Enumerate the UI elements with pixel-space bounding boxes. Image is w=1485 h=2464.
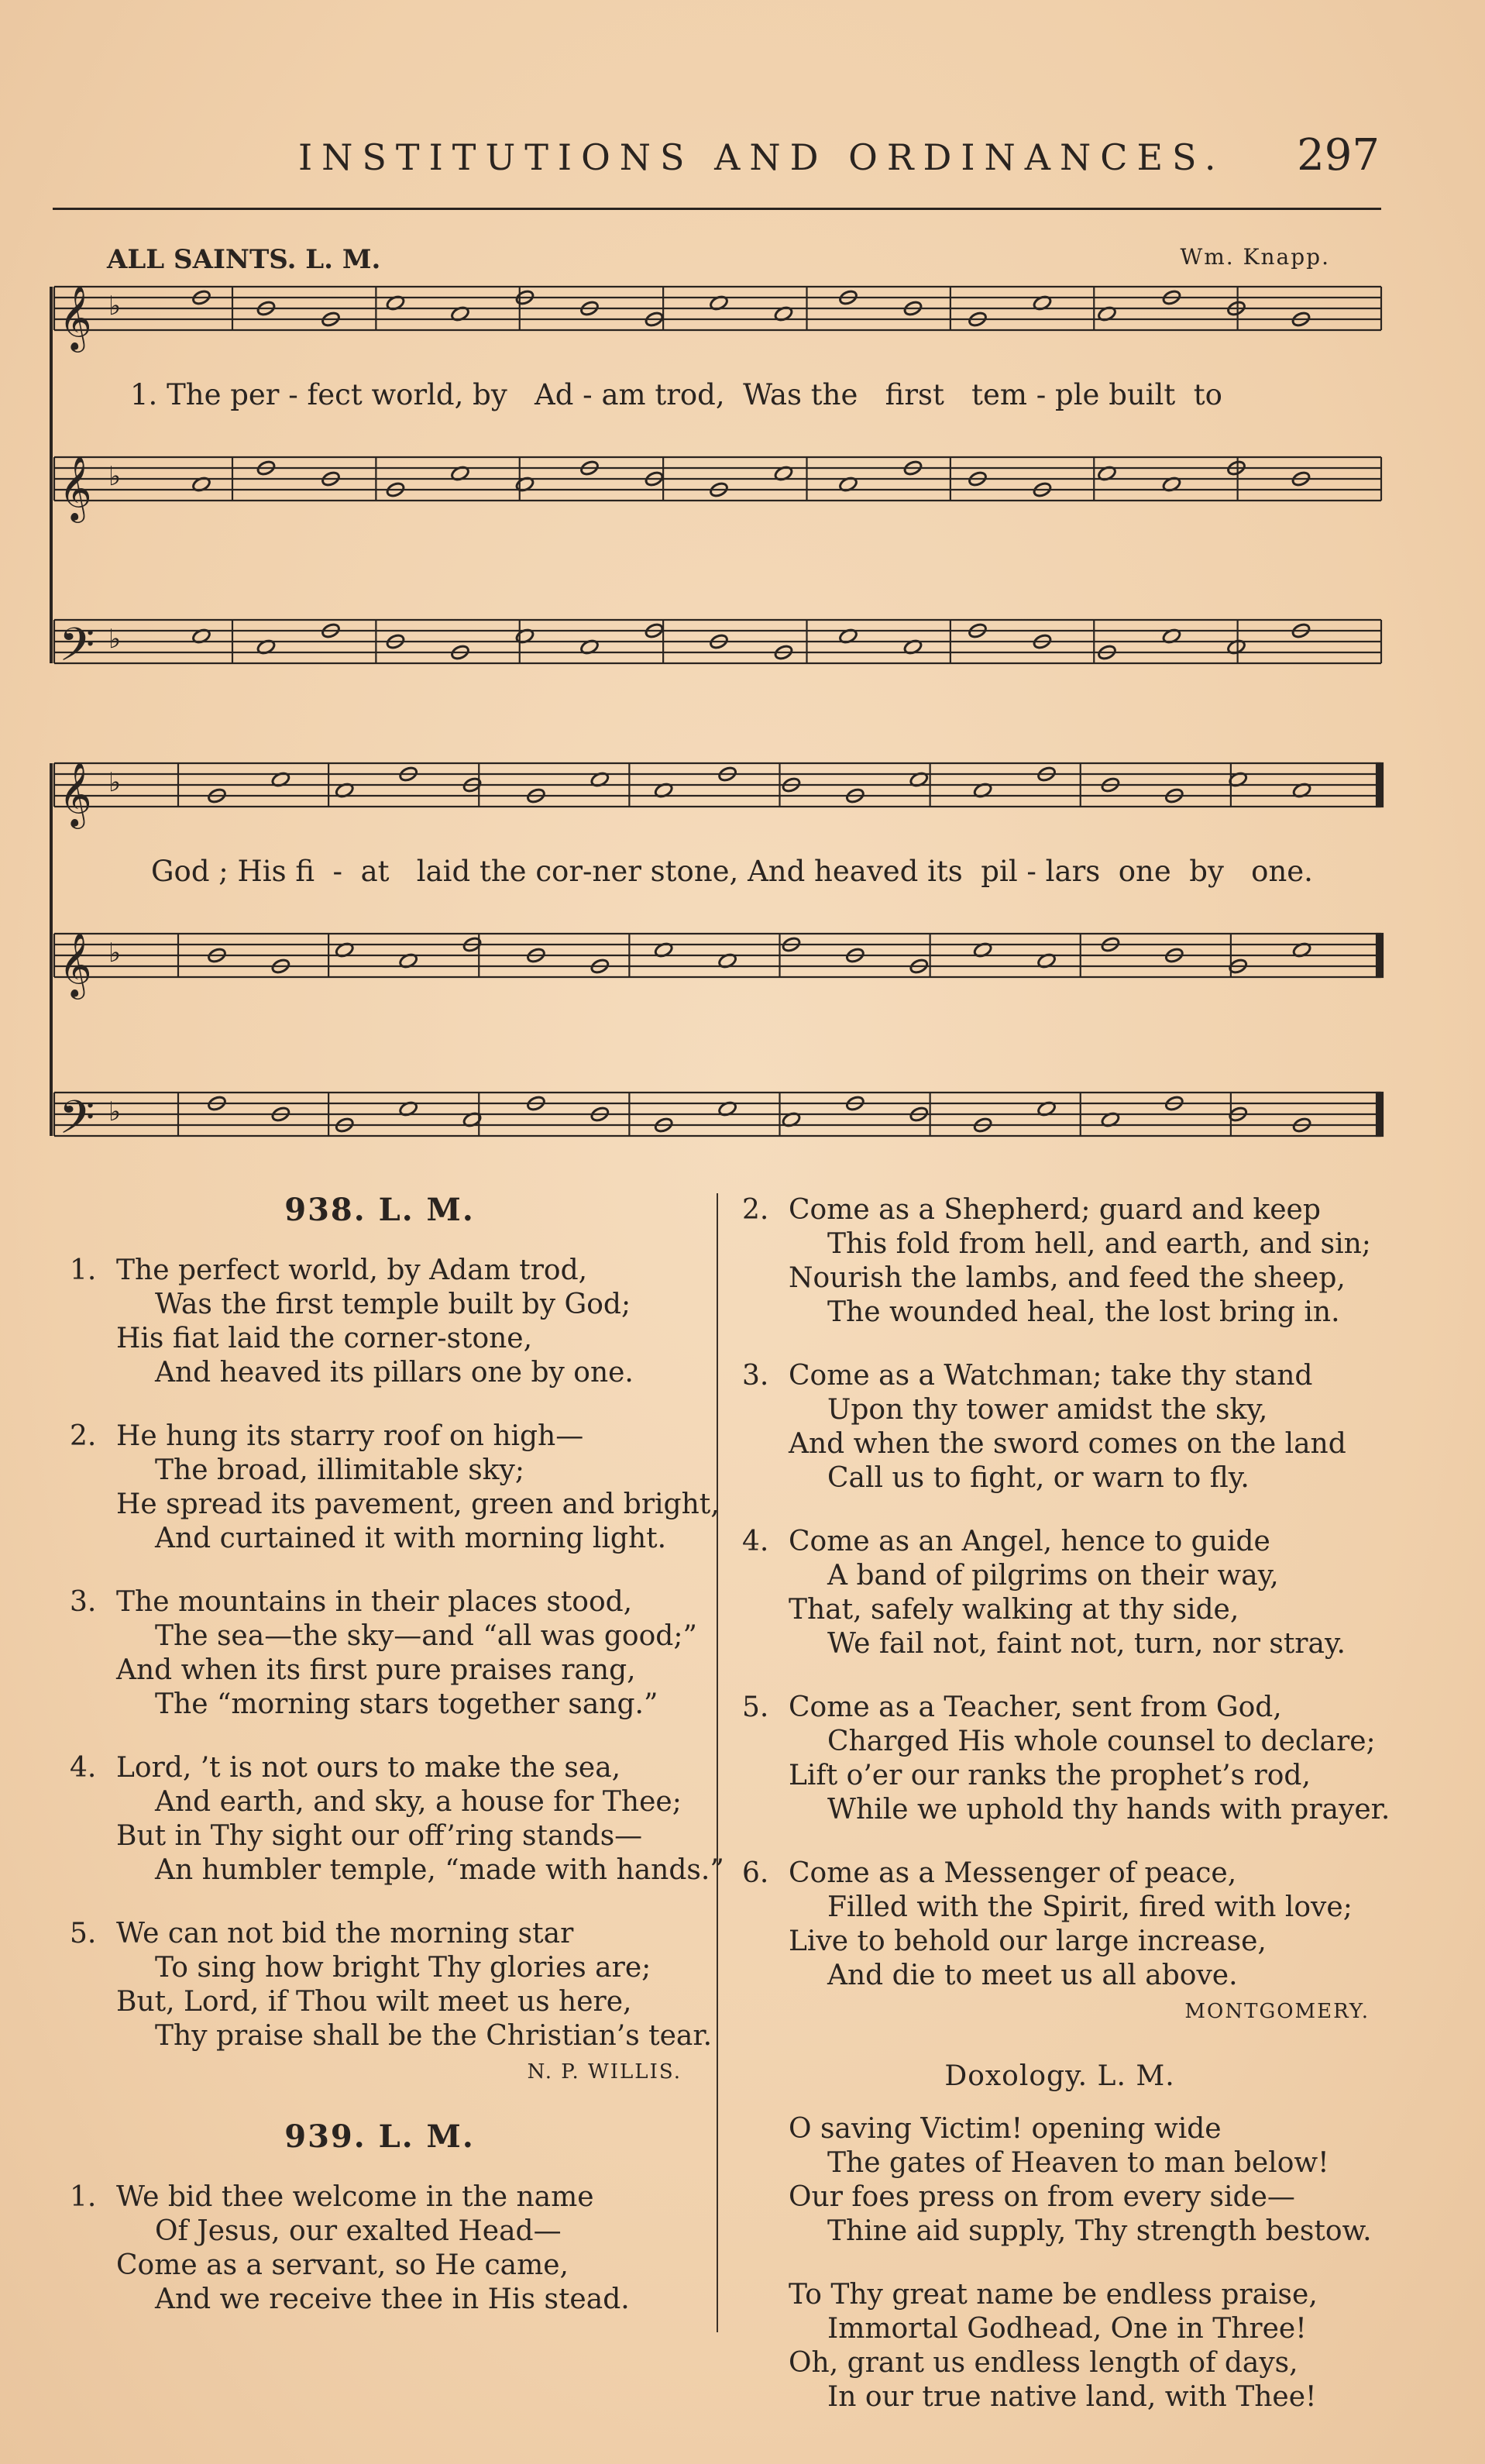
verse-text: Immortal Godhead, One in Three! <box>827 2313 1307 2345</box>
stanza <box>742 2112 1377 2249</box>
verse-text: Come as a Teacher, sent from God, <box>789 1691 1282 1723</box>
hymn-939-stanzas-left <box>70 2180 689 2317</box>
verse-text: Call us to fight, or warn to fly. <box>827 1462 1250 1494</box>
verse-line <box>742 1359 1377 1393</box>
verse-text: The gates of Heaven to man below! <box>827 2147 1329 2179</box>
verse-line <box>742 1891 1377 1925</box>
composer-credit: Wm. Knapp. <box>1180 244 1330 270</box>
verse-line <box>70 2215 689 2249</box>
verse-text: A band of pilgrims on their way, <box>827 1560 1279 1592</box>
verse-text: In our true native land, with Thee! <box>827 2381 1317 2413</box>
verse-text: We bid thee welcome in the name <box>116 2181 594 2213</box>
verse-line <box>742 2112 1377 2146</box>
verse-line <box>70 2249 689 2283</box>
verse-text: To sing how bright Thy glories are; <box>155 1952 651 1984</box>
verse-line <box>742 1691 1377 1725</box>
stanza-number: 5. <box>742 1691 769 1723</box>
final-barline <box>1377 763 1383 807</box>
verse-text: Was the first temple built by God; <box>155 1289 631 1320</box>
verse-line <box>742 1461 1377 1495</box>
stanza <box>70 2180 689 2317</box>
treble-clef: 𝄞 <box>59 284 92 349</box>
verse-line <box>70 1522 689 1556</box>
stanza <box>70 1917 713 2053</box>
verse-line <box>742 1559 1377 1593</box>
verse-line <box>742 2346 1377 2380</box>
verse-line <box>742 1261 1377 1296</box>
verse-line <box>742 1593 1377 1627</box>
verse-text: O saving Victim! opening wide <box>789 2113 1222 2145</box>
music-score <box>0 0 1485 1162</box>
treble-clef: 𝄞 <box>59 761 92 826</box>
stanza-number: 3. <box>70 1586 97 1618</box>
stanza-number: 5. <box>70 1918 97 1950</box>
stanza-number: 1. <box>70 1254 97 1286</box>
bass-clef: 𝄢 <box>59 618 95 683</box>
hymn-938-stanzas <box>70 1254 724 2053</box>
flat-sign: ♭ <box>108 767 122 798</box>
verse-line <box>742 2215 1377 2249</box>
verse-line <box>742 1525 1377 1559</box>
stanza <box>70 1254 689 1390</box>
stanza-number: 4. <box>70 1752 97 1784</box>
verse-text: This fold from hell, and earth, and sin; <box>827 1228 1371 1260</box>
verse-line <box>70 1853 724 1888</box>
verse-line <box>742 2278 1377 2312</box>
right-column <box>742 1193 1390 2444</box>
stanza <box>742 1525 1377 1661</box>
verse-line <box>70 1917 689 1951</box>
verse-text: And curtained it with morning light. <box>155 1523 667 1554</box>
verse-line <box>70 1322 689 1356</box>
verse-line <box>70 1654 689 1688</box>
verse-line <box>70 1619 697 1654</box>
verse-text: The mountains in their places stood, <box>116 1586 633 1618</box>
stanza <box>742 1691 1390 1827</box>
treble-clef: 𝄞 <box>59 455 92 520</box>
verse-line <box>70 1819 689 1853</box>
verse-line <box>742 1925 1377 1959</box>
verse-line <box>742 1627 1377 1661</box>
flat-sign: ♭ <box>108 291 122 322</box>
verse-line <box>742 2180 1377 2215</box>
verse-text: And die to meet us all above. <box>827 1960 1238 1991</box>
stanza <box>742 1193 1377 1330</box>
verse-line <box>70 1488 720 1522</box>
stanza <box>70 1420 720 1556</box>
doxology-stanzas <box>742 2112 1377 2414</box>
verse-line <box>70 1254 689 1288</box>
verse-text: Live to behold our large increase, <box>789 1925 1267 1957</box>
verse-text: Nourish the lambs, and feed the sheep, <box>789 1262 1346 1294</box>
verse-line <box>742 1857 1377 1891</box>
flat-sign: ♭ <box>108 461 122 492</box>
verse-text: An humbler temple, “made with hands.” <box>155 1854 724 1886</box>
stanza <box>70 1585 697 1722</box>
verse-line <box>70 1288 689 1322</box>
verse-line <box>742 1227 1377 1261</box>
verse-text: His fiat laid the corner-stone, <box>116 1323 533 1354</box>
final-barline <box>1377 1093 1383 1136</box>
verse-line <box>742 1193 1377 1227</box>
verse-text: Thine aid supply, Thy strength bestow. <box>827 2215 1372 2247</box>
verse-line <box>742 2146 1377 2180</box>
verse-line <box>70 1454 689 1488</box>
verse-line <box>742 1393 1377 1427</box>
verse-text: The wounded heal, the lost bring in. <box>827 1296 1340 1328</box>
bass-clef: 𝄢 <box>59 1090 95 1155</box>
stanza <box>742 1359 1377 1495</box>
verse-text: Thy praise shall be the Christian’s tear. <box>155 2020 713 2052</box>
verse-line <box>70 1688 689 1722</box>
stanza-number: 1. <box>70 2181 97 2213</box>
verse-line <box>70 2180 689 2215</box>
verse-text: But, Lord, if Thou wilt meet us here, <box>116 1986 632 2018</box>
verse-text: Lift o’er our ranks the prophet’s rod, <box>789 1760 1311 1791</box>
verse-line <box>70 1356 689 1390</box>
verse-text: Upon thy tower amidst the sky, <box>827 1394 1268 1426</box>
verse-text: The broad, illimitable sky; <box>155 1454 524 1486</box>
hymn-939-heading: 939. L. M. <box>284 2118 475 2155</box>
verse-line <box>742 1793 1390 1827</box>
verse-line <box>742 1296 1377 1330</box>
verse-line <box>742 2312 1377 2346</box>
tune-title: ALL SAINTS. L. M. <box>107 244 381 275</box>
verse-text: Oh, grant us endless length of days, <box>789 2347 1298 2379</box>
verse-text: Come as a Messenger of peace, <box>789 1857 1237 1889</box>
hymn-939-author: MONTGOMERY. <box>1184 2000 1370 2023</box>
verse-text: We can not bid the morning star <box>116 1918 574 1950</box>
doxology-heading: Doxology. L. M. <box>944 2060 1175 2092</box>
final-barline <box>1377 934 1383 977</box>
verse-text: The sea—the sky—and “all was good;” <box>155 1620 697 1652</box>
verse-text: He spread its pavement, green and bright, <box>116 1488 720 1520</box>
column-divider <box>717 1193 718 2332</box>
verse-line <box>742 1959 1377 1993</box>
verse-line <box>742 2380 1377 2414</box>
verse-text: To Thy great name be endless praise, <box>789 2279 1318 2311</box>
verse-line <box>70 2283 689 2317</box>
stanza-number: 6. <box>742 1857 769 1889</box>
verse-line <box>70 1751 689 1785</box>
lyric-line-2: God ; His fi - at laid the cor-ner stone, And heaved its pil - lars one by one. <box>151 855 1313 888</box>
stanza-number: 2. <box>70 1420 97 1452</box>
verse-text: He hung its starry roof on high— <box>116 1420 584 1452</box>
hymn-939-stanzas-right <box>742 1193 1390 1993</box>
verse-text: Come as a Watchman; take thy stand <box>789 1360 1313 1392</box>
verse-line <box>70 1985 689 2019</box>
stanza-number: 3. <box>742 1360 769 1392</box>
stanza-number: 2. <box>742 1194 769 1226</box>
lyric-line-1: 1. The per - fect world, by Ad - am trod, Was the first tem - ple built to <box>130 378 1222 411</box>
verse-text: And we receive thee in His stead. <box>155 2283 630 2315</box>
flat-sign: ♭ <box>108 624 122 655</box>
verse-text: We fail not, faint not, turn, nor stray. <box>827 1628 1346 1660</box>
verse-text: The “morning stars together sang.” <box>155 1688 658 1720</box>
verse-text: But in Thy sight our off’ring stands— <box>116 1820 643 1852</box>
verse-text: Of Jesus, our exalted Head— <box>155 2215 562 2247</box>
verse-text: And earth, and sky, a house for Thee; <box>155 1786 682 1818</box>
flat-sign: ♭ <box>108 938 122 969</box>
flat-sign: ♭ <box>108 1096 122 1127</box>
verse-text: And heaved its pillars one by one. <box>155 1357 634 1389</box>
verse-line <box>70 2019 713 2053</box>
verse-line <box>742 1427 1377 1461</box>
verse-line <box>70 1585 689 1619</box>
verse-line <box>742 1725 1377 1759</box>
verse-text: Charged His whole counsel to declare; <box>827 1726 1376 1757</box>
verse-line <box>70 1951 689 1985</box>
verse-text: Lord, ’t is not ours to make the sea, <box>116 1752 621 1784</box>
stanza <box>742 2278 1377 2414</box>
verse-text: Filled with the Spirit, fired with love; <box>827 1891 1353 1923</box>
verse-text: And when its first pure praises rang, <box>116 1654 636 1686</box>
verse-text: That, safely walking at thy side, <box>789 1594 1239 1626</box>
verse-text: Come as an Angel, hence to guide <box>789 1526 1270 1557</box>
verse-line <box>70 1420 689 1454</box>
hymn-938-heading: 938. L. M. <box>284 1192 475 1228</box>
left-column <box>70 1192 724 2346</box>
verse-line <box>742 1759 1377 1793</box>
hymn-938-author: N. P. WILLIS. <box>527 2060 682 2084</box>
verse-text: And when the sword comes on the land <box>789 1428 1346 1460</box>
verse-line <box>70 1785 689 1819</box>
verse-text: Our foes press on from every side— <box>789 2181 1295 2213</box>
verse-text: Come as a Shepherd; guard and keep <box>789 1194 1321 1226</box>
verse-text: Come as a servant, so He came, <box>116 2249 569 2281</box>
stanza <box>70 1751 724 1888</box>
running-head: INSTITUTIONS AND ORDINANCES. <box>298 136 1225 178</box>
treble-clef: 𝄞 <box>59 931 92 996</box>
verse-text: While we uphold thy hands with prayer. <box>827 1794 1390 1826</box>
page-number: 297 <box>1297 130 1380 181</box>
verse-text: The perfect world, by Adam trod, <box>116 1254 588 1286</box>
stanza <box>742 1857 1377 1993</box>
stanza-number: 4. <box>742 1526 769 1557</box>
